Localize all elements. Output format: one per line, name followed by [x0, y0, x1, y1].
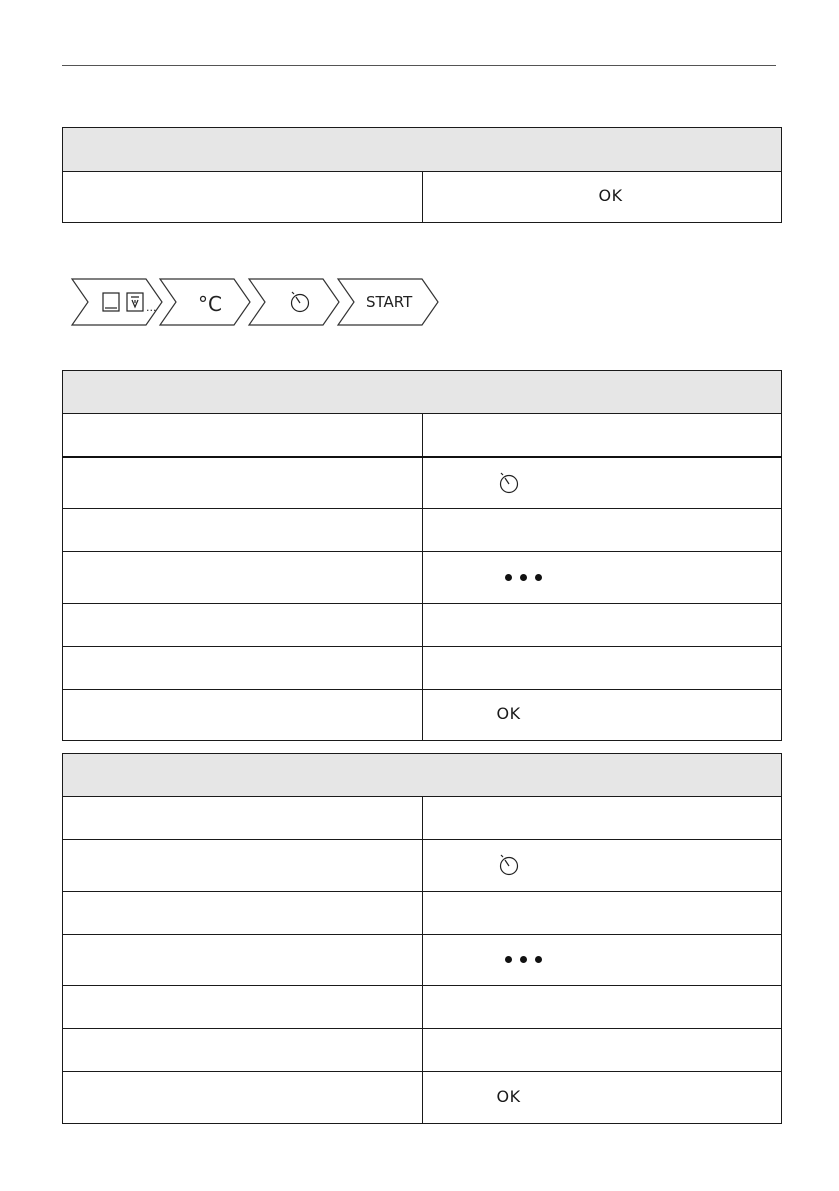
ok-button-icon: OK: [598, 186, 623, 205]
step-text: [422, 551, 782, 603]
step-text: [422, 892, 782, 935]
dots-icon: [505, 574, 542, 581]
table-row: [63, 689, 782, 740]
table-header: [63, 371, 782, 414]
step-number: [63, 892, 423, 935]
step-number: [63, 935, 423, 986]
table-row: [63, 840, 782, 892]
step-number: [63, 840, 423, 892]
instruction-table-2: [62, 370, 782, 741]
step-number: [63, 1072, 423, 1124]
step-text: [422, 457, 782, 509]
dots-icon: [505, 956, 542, 963]
step-number: [63, 689, 423, 740]
step-text: [422, 603, 782, 646]
step-text: [422, 1072, 782, 1124]
instruction-table-1: [62, 127, 782, 223]
step-number: [63, 414, 423, 457]
table-row: [63, 1072, 782, 1124]
ellipsis-text: ...: [146, 301, 157, 314]
table-row: [63, 603, 782, 646]
timer-icon: [497, 471, 521, 495]
header-rule: [62, 65, 776, 66]
step-number: [63, 551, 423, 603]
ok-button-icon: OK: [496, 703, 521, 723]
step-text: [422, 689, 782, 740]
step-text: [422, 172, 782, 223]
table-header: [63, 128, 782, 172]
table-row: [63, 172, 782, 223]
step-number: [63, 603, 423, 646]
table-row: [63, 457, 782, 509]
table-header: [63, 754, 782, 797]
step-number: [63, 172, 423, 223]
step-text: [422, 840, 782, 892]
step-text: [422, 986, 782, 1029]
step-number: [63, 1029, 423, 1072]
table-row: [63, 1029, 782, 1072]
timer-icon: [292, 292, 309, 312]
function-sequence: [70, 278, 440, 326]
step-text: [422, 797, 782, 840]
table-row: [63, 551, 782, 603]
step-text: [422, 414, 782, 457]
step-text: [422, 1029, 782, 1072]
step-number: [63, 508, 423, 551]
table-row: [63, 797, 782, 840]
table-row: [63, 646, 782, 689]
table-row: [63, 986, 782, 1029]
table-row: [63, 414, 782, 457]
step-number: [63, 986, 423, 1029]
oven-functions-icon: [103, 293, 143, 311]
table-row: [63, 935, 782, 986]
step-text: [422, 508, 782, 551]
timer-icon: [497, 853, 521, 877]
step-number: [63, 457, 423, 509]
temperature-icon: °C: [198, 292, 222, 316]
table-row: [63, 508, 782, 551]
start-label: START: [366, 293, 413, 311]
step-number: [63, 646, 423, 689]
instruction-table-3: [62, 753, 782, 1124]
sequence-step-3: [249, 279, 339, 325]
step-text: [422, 646, 782, 689]
step-number: [63, 797, 423, 840]
step-text: [422, 935, 782, 986]
ok-button-icon: OK: [496, 1087, 521, 1106]
table-row: [63, 892, 782, 935]
